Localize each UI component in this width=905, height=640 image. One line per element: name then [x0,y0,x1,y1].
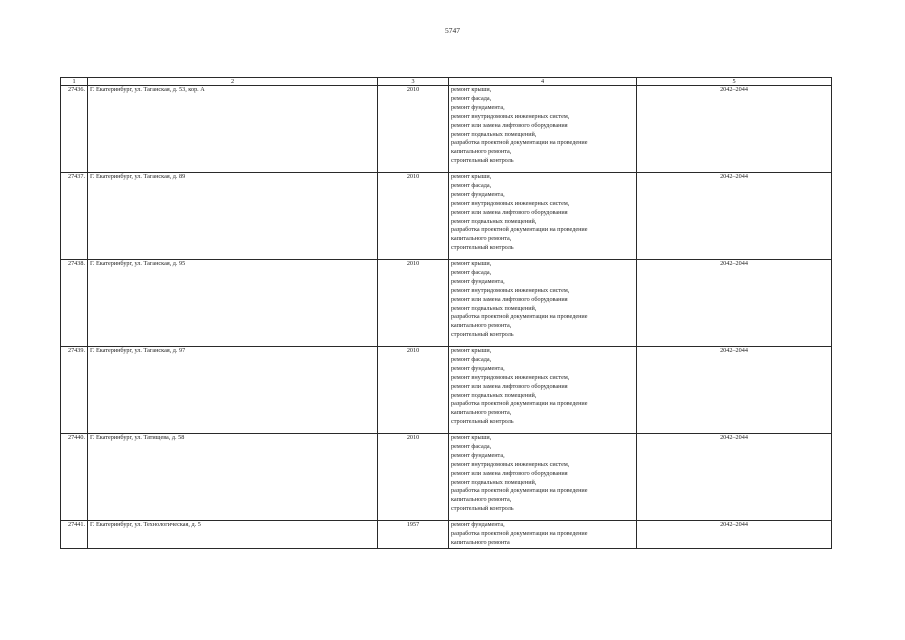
work-item: ремонт подвальных помещений, [451,217,537,225]
work-item: капитального ремонта, [451,496,512,504]
row-number-cell: 27441. [61,521,88,549]
table-row [61,347,832,434]
table-row [61,260,832,347]
work-item: ремонт или замена лифтового оборудования [451,295,568,303]
work-item: ремонт фундамента, [451,521,505,528]
year-cell: 2010 [378,434,449,521]
period-cell: 2042–2044 [637,260,832,347]
work-item: ремонт фундамента, [451,103,505,111]
work-item: разработка проектной документации на проведение [451,226,588,234]
year-cell: 2010 [378,173,449,260]
work-item: ремонт крыши, [451,86,492,93]
column-number-row [61,78,832,86]
column-header-2: 2 [88,78,378,86]
address-cell: Г. Екатеринбург, ул. Таганская, д. 95 [88,260,378,347]
work-item: ремонт внутридомовых инженерных систем, [451,460,570,468]
work-item: строительный контроль [451,505,514,513]
year-cell: 1957 [378,521,449,549]
work-item: ремонт фасада, [451,442,492,450]
row-number-cell: 27440. [61,434,88,521]
work-item: ремонт внутридомовых инженерных систем, [451,112,570,120]
works-cell [449,86,637,173]
work-item: ремонт фасада, [451,94,492,102]
column-header-1: 1 [61,78,88,86]
works-cell [449,173,637,260]
period-cell: 2042–2044 [637,347,832,434]
year-cell: 2010 [378,347,449,434]
column-header-3: 3 [378,78,449,86]
work-item: ремонт крыши, [451,347,492,354]
column-header-4: 4 [449,78,637,86]
table-row [61,86,832,173]
work-item: ремонт фасада, [451,268,492,276]
period-cell: 2042–2044 [637,173,832,260]
table-row [61,173,832,260]
work-item: капитального ремонта, [451,409,512,417]
work-item: строительный контроль [451,244,514,252]
year-cell: 2010 [378,86,449,173]
work-item: ремонт фундамента, [451,364,505,372]
work-item: ремонт или замена лифтового оборудования [451,121,568,129]
work-item: ремонт фасада, [451,181,492,189]
row-number-cell: 27436. [61,86,88,173]
page-number: 5747 [445,26,460,35]
work-item: ремонт подвальных помещений, [451,391,537,399]
work-item: строительный контроль [451,418,514,426]
address-cell: Г. Екатеринбург, ул. Технологическая, д. 5 [88,521,378,549]
work-item: ремонт подвальных помещений, [451,130,537,138]
capital-repair-table [60,77,832,549]
work-item: разработка проектной документации на проведение [451,400,588,408]
work-item: ремонт внутридомовых инженерных систем, [451,199,570,207]
work-item: капитального ремонта, [451,148,512,156]
work-item: ремонт крыши, [451,173,492,180]
work-item: ремонт крыши, [451,260,492,267]
work-item: ремонт крыши, [451,434,492,441]
row-number-cell: 27439. [61,347,88,434]
table-row [61,521,832,549]
work-item: ремонт фасада, [451,355,492,363]
works-cell [449,434,637,521]
work-item: ремонт подвальных помещений, [451,304,537,312]
period-cell: 2042–2044 [637,86,832,173]
work-item: капитального ремонта, [451,322,512,330]
work-item: разработка проектной документации на проведение [451,313,588,321]
address-cell: Г. Екатеринбург, ул. Татищева, д. 58 [88,434,378,521]
works-cell [449,521,637,549]
work-item: разработка проектной документации на проведение [451,529,588,537]
row-number-cell: 27438. [61,260,88,347]
work-item: ремонт подвальных помещений, [451,478,537,486]
work-item: строительный контроль [451,331,514,339]
work-item: ремонт внутридомовых инженерных систем, [451,373,570,381]
work-item: разработка проектной документации на проведение [451,487,588,495]
work-item: ремонт фундамента, [451,451,505,459]
work-item: ремонт внутридомовых инженерных систем, [451,286,570,294]
period-cell: 2042–2044 [637,434,832,521]
address-cell: Г. Екатеринбург, ул. Таганская, д. 53, кор. А [88,86,378,173]
table-body [61,86,832,549]
work-item: ремонт или замена лифтового оборудования [451,208,568,216]
work-item: капитального ремонта, [451,235,512,243]
works-cell [449,260,637,347]
address-cell: Г. Екатеринбург, ул. Таганская, д. 89 [88,173,378,260]
period-cell: 2042–2044 [637,521,832,549]
table-row [61,434,832,521]
work-item: ремонт фундамента, [451,277,505,285]
work-item: ремонт или замена лифтового оборудования [451,469,568,477]
work-item: ремонт фундамента, [451,190,505,198]
work-item: строительный контроль [451,157,514,165]
year-cell: 2010 [378,260,449,347]
work-item: ремонт или замена лифтового оборудования [451,382,568,390]
works-cell [449,347,637,434]
address-cell: Г. Екатеринбург, ул. Таганская, д. 97 [88,347,378,434]
work-item: капитального ремонта [451,538,510,546]
work-item: разработка проектной документации на проведение [451,139,588,147]
row-number-cell: 27437. [61,173,88,260]
column-header-5: 5 [637,78,832,86]
